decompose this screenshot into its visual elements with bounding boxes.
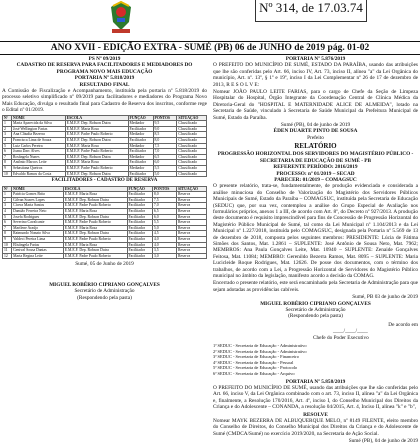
table-cell: 9 [3,236,12,242]
table-cell: 5 [3,143,12,149]
table-cell: 7,0 [153,149,177,155]
column-header: SITUAÇÃO [177,115,207,121]
issue-number: Nº 314, de 17.03.74 [255,0,367,22]
table-cell: 4 [3,208,12,214]
table-cell: 3,0 [152,253,176,259]
table-cell: E.M.E.F. Maria Rosa [65,143,128,149]
portaria-body: Nomear JOÃO PAULO LEITE FARIAS, para o cargo de Chefe da Seção de Limpeza Hospitalar do Hospital, Órgão Integrante da Coordenação Central de Clínica Médica da Diretoria-Geral do "HOSPITAL E MATERNIDADE ALICE DE ALMEIDA", lotado na Secretaria de Saúde, vinculado à Secretaria de Saúde Municipal da Prefeitura Municipal de Sumé, Estado da Paraíba. [213,89,418,121]
list-item: 1ª SEDUC - Secretaria de Educação - Administrativo [213,343,307,349]
table-cell: Classificado [177,126,207,132]
table-cell: Reserva [176,231,206,237]
table-cell: Facilitador [127,220,152,226]
portaria-number: PORTARIA Nº 5.858/2019 [285,378,346,385]
relatorio-closing: Encerrado o presente relatório, este será encaminhado pela Secretaria de Administração para que sejam adotadas as providências cabíveis. [213,280,418,293]
table-cell: Raimundo Nonato Silva [12,231,64,237]
table-cell: 5,5 [153,166,177,172]
relatorio-date: Sumé, PB 03 de junho de 2019 [352,294,418,301]
table-cell: E.M.E.F. Padre Paulo Roberto [63,253,127,259]
table-cell: Facilitador [127,236,152,242]
table-cell: Classificado [177,121,207,127]
table-cell: 12 [3,253,12,259]
table-cell: Mediador [128,132,153,138]
edition-bar: ANO XVII - EDIÇÃO EXTRA - SUMÉ (PB) 06 de JUNHO de 2019 pág. 01-02 [0,41,420,55]
approval-stamp [213,322,418,341]
table-cell: Reserva [176,225,206,231]
list-item: 3ª SEDUC - Secretaria de Educação - Financeiro [213,354,299,360]
portaria-body: Nomear MAYK BEZERRA DE ALBUQUERQUE MELO, nº 8149 FILENTE, eleito membro do Conselho de Direitos, do Conselho Municipal dos Direitos da Criança e do Adolescente de Sumé (CMDCA/Sumé) no exercício 2019/2020, na Secretaria de Ação Social. [213,418,418,437]
table-cell: Valdeci Pereira Lima [12,236,64,242]
table-cell: Genival Sousa Dantas [12,248,64,254]
table-cell: Reserva [176,253,206,259]
table-cell: Classificado [177,149,207,155]
table-body [3,192,207,259]
municipal-coat-of-arms-logo [108,0,134,34]
table-cell: Marta Regina Leite [12,253,64,259]
table-cell: 6,0 [153,160,177,166]
table-cell: 7,5 [153,143,177,149]
parecer-number: PARECER: 01/2019 – COMAGSUC [274,176,357,183]
table-cell: Facilitador [127,253,152,259]
mayor-role: Prefeito [307,134,324,141]
table-cell: 7,5 [152,197,176,203]
list-item: 6ª SEDUC - Secretaria de Educação - Arquivo [213,371,295,377]
column-header: FUNÇÃO [127,186,152,192]
table-cell: E.M.E.F. Dep. Robson Dutra [65,171,128,177]
stamp-agree: De acordo em [388,321,418,328]
table-cell: Maria Aparecida da Silva [11,121,65,127]
table-cell: 5,0 [152,225,176,231]
table-cell: E.M.E.F. Maria Rosa [65,126,128,132]
table-body [3,121,207,177]
table-cell: E.M.E.F. Dep. Robson Dutra [65,138,128,144]
reference-period: REFERENTE PERÍODO: 2016/2019 [273,164,358,171]
table-cell: 6,5 [152,208,176,214]
table-cell: E.M.E.F. Dep. Robson Dutra [63,214,127,220]
table-cell: E.M.E.F. Maria Rosa [63,192,127,198]
results-table [2,115,207,178]
table-cell: 4,0 [152,242,176,248]
progressao-title: PROGRESSÃO HORIZONTAL DOS SERVIDORES DO MAGISTÉRIO PÚBLICO - SECRETARIA DE EDUCAÇÃO DE SUMÉ - PB [217,151,414,164]
column-header: PONTOS [153,115,177,121]
table-cell: 5,0 [153,171,177,177]
table-cell: Reserva [176,220,206,226]
table-cell: Reserva [176,192,206,198]
column-header: Nº [3,186,12,192]
table-cell: Cícera Maria Santos [12,203,64,209]
list-item: 5ª SEDUC - Secretaria de Educação - Protocolo [213,365,298,371]
table-cell: 9,5 [153,121,177,127]
table-cell: Classificado [177,154,207,160]
stamp-date: ____/____/____ [333,328,368,335]
table-cell: Josefa Rodrigues [12,214,64,220]
table-cell: Facilitador [127,231,152,237]
table-cell: Gilvan Soares Lopes [12,197,64,203]
table-cell: José Wellington Farias [11,126,65,132]
table-cell: 4,0 [152,236,176,242]
intro-paragraph: A Comissão de Fiscalização e Acompanhamento, instituída pela portaria nº 5.818/2019 do processo seletivo simplificado nº 09/2019 para facilitadores e mediadores do Programa Novo Mais Educação, divulga o resultado final para Cadastro de Reserva dos inscritos, conforme rege o Edital nº 01/2019. [2,88,207,114]
table-cell: 9,0 [153,126,177,132]
table-cell: 1 [3,192,12,198]
table-cell: E.M.E.F. Maria Rosa [63,208,127,214]
table-cell: Facilitador [127,248,152,254]
table-cell: E.M.E.F. Maria Rosa [63,242,127,248]
table-cell: 3,5 [152,248,176,254]
column-header: ESCOLA [63,186,127,192]
table-cell: Facilitador [128,126,153,132]
table-cell: 4,5 [152,231,176,237]
table-cell: Mediador [128,143,153,149]
table-cell: Facilitador [127,197,152,203]
table-cell: 3 [3,132,12,138]
table-cell: Facilitador [127,242,152,248]
table-cell: 8,5 [153,132,177,138]
table-cell: 7 [3,154,12,160]
portaria-preamble: O PREFEITO DO MUNICÍPIO DE SUMÉ, ESTADO DA PARAÍBA, usando das atribuições que lhe são conferidas pelo Art. 66, inciso IV, Art. 73, inciso II, alínea "a" da Lei Orgânica do município, Art. nº. 13º, § 1º e 19º, inciso I da Lei Complementar nº 26 de 17 de dezembro de 2013, R E S O L V E: [213,62,418,88]
list-item: 4ª SEDUC - Secretaria de Educação - Pessoal [213,359,294,365]
table-cell: E.M.E.F. Maria Rosa [63,225,127,231]
table-cell: E.M.E.F. Dep. Robson Dutra [65,154,128,160]
table-cell: 1 [3,121,12,127]
table-cell: Reserva [176,203,206,209]
table-cell: Facilitador [127,208,152,214]
left-column [2,56,207,420]
table-cell: Reserva [176,236,206,242]
column-header: Nº [3,115,12,121]
table-cell: E.M.E.F. Dep. Robson Dutra [63,231,127,237]
table-cell: 5 [3,214,12,220]
table-cell: Mediador [128,121,153,127]
table-cell: Reserva [176,214,206,220]
processo-number: PROCESSO: nº 01/2019 – SECAD [276,170,355,177]
table-cell: E.M.E.F. Dep. Robson Dutra [65,121,128,127]
distribution-list [213,343,418,377]
table-cell: Rosângela Nunes [11,154,65,160]
relatorio-body: O presente relatório, trata-se, fundamentalmente, de produção evidenciada e considerada a análise minuciosa do Conselho de Valorização do Magistério dos Servidores Públicos Municipais de Sumé, Estado da Paraíba – COMAGSUC, instituída pela Secretaria de Educação (SEDUC) que, por sua vez, contemplou a análise do Grupo Especial de Avaliação nos formulários próprios, anexos 1 a III, de acordo com Art. 8º, do Decreto nº 927/2013. A produção deste documento é requisito imprescindível para fins de Concessão de Progressão Horizontal do Magistério Público Municipal de Sumé, tal como da Lei Municipal nº 1.104/2013 e da Lei Municipal nº 1.227/2018, instituída pelo COMAGSUC, designada pela Portaria nº 5.569 de 13 de dezembro de 2018, composta pelos seguintes membros: PRESIDENTE: Lúcia de Fátima Simões dos Santos, Mat. 1.2861 – SUPLENTE: José Antônio de Sousa Neto, Mat. 7962; MEMBROS: Ana Paula Gonçalves Leite, Mat. 10940 – SUPLENTE: Zenaide Gonçalves Feitosa, Mat. 11084; MEMBRO: Gerenildo Bezerra Ramos, Mat. 8095 – SUPLENTE: Maria Lucicleide Roque Rodrigues, Mat. 12626. De posse dos documentos, com o término dos trabalhos, de acordo com a Lei, a Progressão Horizontal de Servidores do Magistério Público municipal no âmbito da legislação, manifesto acordo a decisão da COMAG. [213,183,418,279]
table-cell: E.M.E.F. Padre Paulo Roberto [65,132,128,138]
table-cell: Facilitador [128,138,153,144]
table-cell: Classificado [177,138,207,144]
table-cell: 8,0 [153,138,177,144]
portaria-number: PORTARIA Nº 5.818/2019 [74,75,135,82]
table-cell: Marilene Araújo [12,225,64,231]
relatorio-heading: RELATÓRIO [294,142,337,151]
table-cell: Damião Ferreira Neto [12,208,64,214]
table-cell: Facilitador [128,160,153,166]
signatory-role: Secretário de Administração [74,288,135,295]
table-cell: Ana Cláudia Bezerra [11,132,65,138]
table-cell: E.M.E.F. Padre Paulo Roberto [63,203,127,209]
secretary-name: MIGUEL ROBÉRIO CIPRIANO GONÇALVES [260,300,371,307]
table-cell: Facilitador [127,203,152,209]
table-cell: Classificado [177,143,207,149]
secretary-role: Secretário de Administração [285,307,346,314]
table-cell: E.M.E.F. Padre Paulo Roberto [65,149,128,155]
table-cell: 9 [3,166,12,172]
masthead [0,0,420,40]
table-cell: Classificado [177,171,207,177]
table-cell: Facilitador [127,225,152,231]
table-cell: E.M.E.F. Dep. Robson Dutra [63,248,127,254]
column-header: ESCOLA [65,115,128,121]
table-row [3,171,207,177]
secretary-note: (Respondendo pela pasta) [288,313,343,320]
table-cell: E.M.E.F. Padre Paulo Roberto [63,236,127,242]
stamp-chefe: Chefe do Poder Executivo [313,334,369,341]
table-cell: Reserva [176,197,206,203]
ps-number: PS Nº 09/2019 [88,56,121,62]
cadastro-title: CADASTRO DE RESERVA PARA FACILITADORES E MEDIADORES DO PROGRAMA NOVO MAIS EDUCAÇÃO [16,62,193,75]
table-cell: 6 [3,220,12,226]
table-cell: Facilitador [128,149,153,155]
portaria-number: PORTARIA Nº 5.876/2019 [285,56,346,62]
table-cell: 2 [3,126,12,132]
reserve-table-heading: FACILITADORES - CADASTRO DE RESERVA [51,178,158,184]
table-cell: E.M.E.F. Maria Rosa [65,160,128,166]
table-cell: Luiz Carlos Pereira [11,143,65,149]
column-header: PONTOS [152,186,176,192]
table-cell: E.M.E.F. Dep. Robson Dutra [63,197,127,203]
table-cell: Facilitador [128,171,153,177]
table-cell: Edvaldo Ramos da Costa [11,171,65,177]
table-cell: 3 [3,203,12,209]
table-cell: Mediador [128,166,153,172]
table-cell: Francisca Lima de Souza [11,138,65,144]
table-cell: 6 [3,149,12,155]
table-cell: 11 [3,248,12,254]
right-column [213,56,418,445]
table-cell: Classificado [177,132,207,138]
table-cell: Reserva [176,208,206,214]
table-cell: Joana Darc Alves [11,149,65,155]
table-cell: Mediador [128,154,153,160]
table-cell: Reserva [176,248,206,254]
portaria-date: Sumé (PB), 04 de junho de 2019 [280,122,351,129]
table-cell: 7,0 [152,203,176,209]
table-row [3,253,207,259]
table-cell: 4 [3,138,12,144]
signature-line [2,268,207,282]
table-cell: Sebastiana Queiroz [11,166,65,172]
signature-place-date: Sumé, 05 de Junho de 2019 [75,261,134,268]
resultado-heading: RESULTADO FINAL [79,81,130,88]
reserve-table [2,186,207,260]
portaria-date: Sumé (PB), 04 de junho de 2019 [348,438,418,445]
table-cell: Facilitador [127,214,152,220]
signatory-note: (Respondendo pela pasta) [77,294,132,301]
table-cell: 7 [3,225,12,231]
portaria-preamble: O PREFEITO DO MUNICÍPIO DE SUMÉ, usando das atribuições que lhe são conferidas pelo Art. 66, inciso V, da Lei Orgânica combinado com o art. 73, inciso II, alínea "a" da Lei Orgânica e, finalmente, a Resolução 170/2016, Art. 4º, inciso I, do Conselho Municipal dos Direitos da Criança e do Adolescente – CONANDA, a resolução 04/2015, Art. 4, Inciso II, alínea "k" e "b", [213,385,418,411]
column-header: NOME [12,186,64,192]
signatory-name: MIGUEL ROBÉRIO CIPRIANO GONÇALVES [49,281,160,288]
table-cell: 2 [3,197,12,203]
resolve-heading: RESOLVE [303,411,328,418]
mayor-name: ÉDEN DUARTE PINTO DE SOUSA [273,128,358,135]
table-cell: Facilitador [127,192,152,198]
table-cell: 6,5 [153,154,177,160]
table-cell: Antônio Marcos Leite [11,160,65,166]
table-cell: E.M.E.F. Padre Paulo Roberto [65,166,128,172]
table-cell: 8,0 [152,192,176,198]
table-cell: 6,0 [152,214,176,220]
table-cell: E.M.E.F. Padre Paulo Roberto [63,220,127,226]
table-cell: Patrícia Gomes Brito [12,192,64,198]
table-cell: 5,5 [152,220,176,226]
table-cell: 10 [3,171,12,177]
list-item: 2ª SEDUC - Secretaria de Educação - Administrativo [213,348,307,354]
table-cell: Classificado [177,160,207,166]
column-header: NOME [11,115,65,121]
table-cell: 10 [3,242,12,248]
table-cell: 8 [3,160,12,166]
table-cell: Classificado [177,166,207,172]
table-cell: Elisângela Farias [12,242,64,248]
column-header: SITUAÇÃO [176,186,206,192]
column-header: FUNÇÃO [128,115,153,121]
table-cell: Reserva [176,242,206,248]
table-cell: 8 [3,231,12,237]
table-cell: Severino Cavalcante [12,220,64,226]
